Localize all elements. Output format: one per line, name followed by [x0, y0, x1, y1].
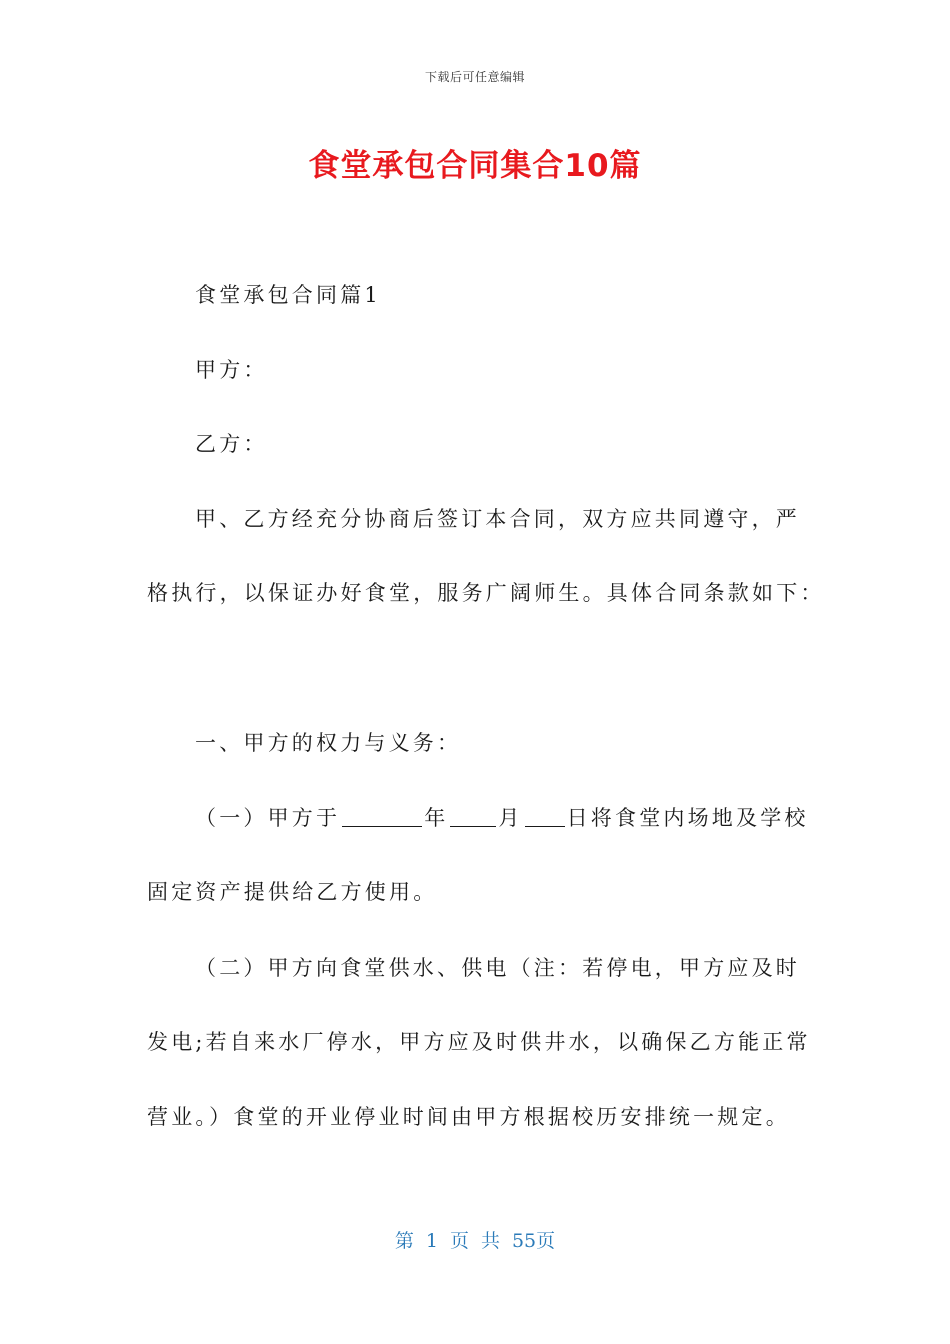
clause1-line2: [147, 854, 807, 930]
clause2-line1: [147, 930, 807, 1006]
year-blank: [342, 806, 422, 827]
footer-page-number: 1: [425, 1230, 438, 1252]
party-b-label: 乙方：: [195, 432, 268, 456]
heading-text: 一、甲方的权力与义务：: [195, 731, 462, 755]
section-title-text: 食堂承包合同篇1: [195, 283, 381, 307]
party-a-line: [147, 332, 807, 408]
clause2-text-3: 营业。）食堂的开业停业时间由甲方根据校历安排统一规定。: [147, 1105, 790, 1129]
page-footer: [0, 1226, 950, 1253]
footer-total-pages: 55页: [511, 1230, 556, 1252]
day-blank: [525, 806, 565, 827]
month-label: 月: [498, 806, 523, 830]
footer-ye: 页: [449, 1230, 469, 1252]
intro-paragraph-line1: [147, 481, 807, 557]
footer-gong: 共: [480, 1230, 500, 1252]
intro-text-1: 甲、乙方经充分协商后签订本合同，双方应共同遵守，严: [195, 507, 800, 531]
heading-party-a-rights: [147, 705, 807, 781]
clause1-prefix: （一）甲方于: [195, 806, 341, 830]
clause1-text-2: 固定资产提供给乙方使用。: [147, 880, 438, 904]
intro-paragraph-line2: [147, 555, 825, 631]
clause2-text-2: 发电;若自来水厂停水，甲方应及时供井水，以确保乙方能正常: [147, 1030, 811, 1054]
intro-text-2: 格执行，以保证办好食堂，服务广阔师生。具体合同条款如下：: [147, 581, 825, 605]
party-a-label: 甲方：: [195, 358, 268, 382]
clause1-line1: [147, 780, 807, 856]
year-label: 年: [424, 806, 449, 830]
footer-di: 第: [394, 1230, 414, 1252]
clause2-text-1: （二）甲方向食堂供水、供电（注：若停电，甲方应及时: [195, 956, 800, 980]
month-blank: [450, 806, 496, 827]
document-title: 食堂承包合同集合10篇: [308, 148, 642, 184]
header-note: 下载后可任意编辑: [424, 70, 525, 84]
clause2-line2: [147, 1004, 811, 1080]
party-b-line: [147, 406, 807, 482]
day-rest-text: 日将食堂内场地及学校: [566, 806, 809, 830]
clause2-line3: [147, 1079, 807, 1155]
section-title: [147, 257, 807, 333]
